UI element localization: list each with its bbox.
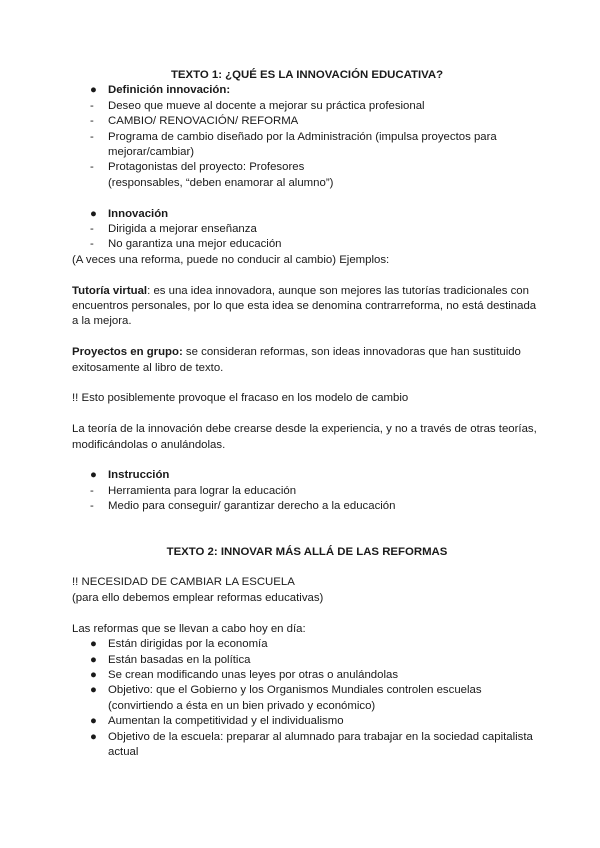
bullet-dot: ● xyxy=(90,84,97,97)
text2-title: TEXTO 2: INNOVAR MÁS ALLÁ DE LAS REFORMAS xyxy=(166,545,448,558)
definition-item-continuation: mejorar/cambiar) xyxy=(108,146,195,159)
instruction-item: - Herramienta para lograr la educación xyxy=(90,484,297,497)
reform-bullet-continuation: (convirtiendo a ésta en un bien privado y económico) xyxy=(108,699,376,712)
reform-bullet: ● Objetivo de la escuela: preparar al alumnado para trabajar en la sociedad capitalista xyxy=(90,730,533,743)
text1-title: TEXTO 1: ¿QUÉ ES LA INNOVACIÓN EDUCATIVA? xyxy=(170,69,444,81)
reform-bullet-continuation: actual xyxy=(108,745,139,758)
reform-bullet: ● Se crean modificando unas leyes por otras o anulándolas xyxy=(90,668,399,681)
document-page xyxy=(72,68,542,760)
reforms-intro: Las reformas que se llevan a cabo hoy en día: xyxy=(72,622,306,635)
instruction-heading-label: Instrucción xyxy=(108,469,170,482)
reform-note: (A veces una reforma, puede no conducir al cambio) Ejemplos: xyxy=(72,253,390,266)
innovation-item: - No garantiza una mejor educación xyxy=(90,238,282,251)
innovation-item: - Dirigida a mejorar enseñanza xyxy=(90,223,257,236)
bullet-dot: ● xyxy=(90,469,97,482)
warning-line: !! Esto posiblemente provoque el fracaso en los modelo de cambio xyxy=(72,392,409,405)
definition-heading-label: Definición innovación: xyxy=(108,84,231,97)
teoria-paragraph: La teoría de la innovación debe crearse desde la experiencia, y no a través de otras teorías, modificándolas o anulándolas. xyxy=(72,423,537,451)
tutoria-label: Tutoría virtual xyxy=(72,284,148,297)
reform-bullet: ● Aumentan la competitividad y el individualismo xyxy=(90,715,344,728)
innovation-heading-label: Innovación xyxy=(108,207,169,220)
instruction-heading xyxy=(72,468,542,483)
proyectos-label: Proyectos en grupo: xyxy=(72,346,183,359)
definition-item-continuation: (responsables, “deben enamorar al alumno”) xyxy=(108,176,334,189)
instruction-item: - Medio para conseguir/ garantizar derecho a la educación xyxy=(90,500,396,513)
definition-item: - CAMBIO/ RENOVACIÓN/ REFORMA xyxy=(90,115,299,128)
innovation-heading xyxy=(72,207,542,222)
definition-item: - Deseo que mueve al docente a mejorar su práctica profesional xyxy=(90,99,425,112)
reform-bullet: ● Están basadas en la política xyxy=(90,653,251,666)
tutoria-paragraph: Tutoría virtual: es una idea innovadora, aunque son mejores las tutorías tradicionales con encuentros personales, por lo que esta idea se denomina contrarreforma, no está destinada a la mejora. xyxy=(72,284,537,328)
proyectos-paragraph: Proyectos en grupo: se consideran reformas, son ideas innovadoras que han sustituido exitosamente al libro de texto. xyxy=(72,346,521,374)
definition-heading xyxy=(72,83,542,98)
reform-bullet: ● Objetivo: que el Gobierno y los Organismos Mundiales controlen escuelas xyxy=(90,684,482,697)
need-paragraph: !! NECESIDAD DE CAMBIAR LA ESCUELA (para ello debemos emplear reformas educativas) xyxy=(72,576,324,604)
reform-bullet: ● Están dirigidas por la economía xyxy=(90,638,268,651)
definition-item: - Programa de cambio diseñado por la Administración (impulsa proyectos para xyxy=(90,130,497,143)
bullet-dot: ● xyxy=(90,207,97,220)
definition-item: - Protagonistas del proyecto: Profesores xyxy=(90,161,305,174)
